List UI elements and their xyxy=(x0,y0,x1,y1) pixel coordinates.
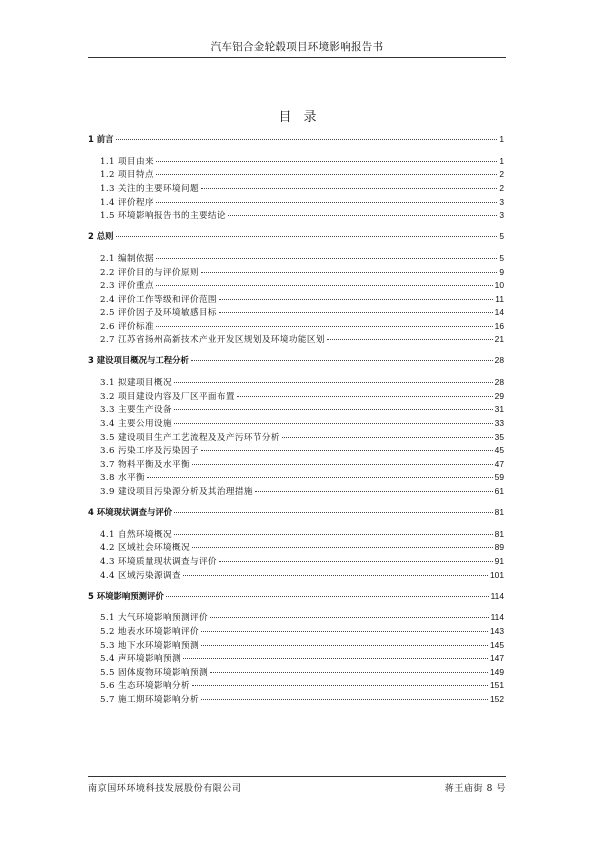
toc-entry-label: 4 环境现状调查与评价 xyxy=(88,506,173,517)
toc-page-number: 1 xyxy=(499,155,504,166)
toc-leader-dots xyxy=(210,617,489,618)
toc-section-entry[interactable] xyxy=(88,333,504,347)
toc-leader-dots xyxy=(183,658,488,659)
toc-page-number: 29 xyxy=(494,390,504,401)
toc-entry-label: 1.1 项目由来 xyxy=(100,156,154,167)
toc-section-entry[interactable] xyxy=(88,625,504,639)
toc-leader-dots xyxy=(282,437,493,438)
toc-chapter-entry[interactable] xyxy=(88,354,504,368)
toc-entry-label: 4.4 区域污染源调查 xyxy=(100,570,181,581)
toc-section-entry[interactable] xyxy=(88,209,504,223)
toc-leader-dots xyxy=(156,326,493,327)
toc-leader-dots xyxy=(237,396,493,397)
toc-page-number: 9 xyxy=(499,266,504,277)
toc-entry-label: 3 建设项目概况与工程分析 xyxy=(88,355,189,366)
toc-page-number: 28 xyxy=(494,355,504,366)
toc-leader-dots xyxy=(183,575,488,576)
toc-leader-dots xyxy=(219,561,493,562)
toc-section-entry[interactable] xyxy=(88,431,504,445)
toc-page-number: 47 xyxy=(494,458,504,469)
toc-entry-label: 1.4 评价程序 xyxy=(100,197,154,208)
toc-page-number: 28 xyxy=(494,377,504,388)
toc-entry-label: 3.1 拟建项目概况 xyxy=(100,378,172,389)
toc-section-entry[interactable] xyxy=(88,306,504,320)
toc-chapter-entry[interactable] xyxy=(88,133,504,147)
toc-page-number: 2 xyxy=(499,169,504,180)
toc-entry-label: 5.7 施工期环境影响分析 xyxy=(100,694,199,705)
toc-leader-dots xyxy=(174,423,493,424)
toc-leader-dots xyxy=(201,645,488,646)
toc-page-number: 149 xyxy=(490,666,504,677)
toc-page-number: 59 xyxy=(494,472,504,483)
toc-page-number: 151 xyxy=(490,680,504,691)
toc-entry-label: 2 总则 xyxy=(88,231,114,242)
toc-leader-dots xyxy=(156,285,493,286)
toc-section-entry[interactable] xyxy=(88,196,504,210)
toc-chapter-entry[interactable] xyxy=(88,506,504,520)
toc-section-entry[interactable] xyxy=(88,485,504,499)
toc-page-number: 89 xyxy=(494,542,504,553)
toc-entry-label: 5.4 声环境影响预测 xyxy=(100,654,181,665)
toc-entry-label: 5.5 固体废物环境影响预测 xyxy=(100,667,208,678)
toc-page-number: 31 xyxy=(494,404,504,415)
toc-entry-label: 3.4 主要公用设施 xyxy=(100,419,172,430)
toc-leader-dots xyxy=(192,464,493,465)
toc-section-entry[interactable] xyxy=(88,652,504,666)
toc-entry-label: 3.8 水平衡 xyxy=(100,473,145,484)
toc-page-number: 11 xyxy=(495,293,504,304)
toc-entry-label: 5.1 大气环境影响预测评价 xyxy=(100,613,208,624)
toc-page-number: 5 xyxy=(499,252,504,263)
toc-leader-dots xyxy=(255,491,493,492)
toc-leader-dots xyxy=(156,161,497,162)
toc-entry-label: 4.2 区域社会环境概况 xyxy=(100,543,190,554)
toc-entry-label: 2.2 评价目的与评价原则 xyxy=(100,267,199,278)
toc-leader-dots xyxy=(201,631,488,632)
toc-entry-label: 3.9 建设项目污染源分析及其治理措施 xyxy=(100,487,253,497)
toc-entry-label: 5.2 地表水环境影响评价 xyxy=(100,626,199,637)
toc-entry-label: 1.2 项目特点 xyxy=(100,170,154,181)
toc-section-entry[interactable] xyxy=(88,471,504,485)
toc-page-number: 81 xyxy=(494,528,504,539)
toc-section-entry[interactable] xyxy=(88,458,504,472)
toc-leader-dots xyxy=(174,382,493,383)
toc-section-entry[interactable] xyxy=(88,666,504,680)
header-rule xyxy=(88,57,506,58)
toc-section-entry[interactable] xyxy=(88,639,504,653)
toc-section-entry[interactable] xyxy=(88,679,504,693)
toc-leader-dots xyxy=(192,547,493,548)
toc-entry-label: 5.6 生态环境影响分析 xyxy=(100,681,190,692)
toc-page-number: 1 xyxy=(499,134,504,144)
toc-section-entry[interactable] xyxy=(88,417,504,431)
toc-leader-dots xyxy=(192,685,488,686)
toc-section-entry[interactable] xyxy=(88,444,504,458)
toc-entry-label: 3.5 建设项目生产工艺流程及及产污环节分析 xyxy=(100,432,280,443)
toc-section-entry[interactable] xyxy=(88,182,504,196)
toc-page-number: 3 xyxy=(499,210,504,221)
toc-page-number: 145 xyxy=(490,639,504,650)
toc-page-number: 33 xyxy=(494,418,504,429)
toc-entry-label: 2.3 评价重点 xyxy=(100,281,154,292)
toc-entry-label: 5.3 地下水环境影响预测 xyxy=(100,640,199,651)
toc-leader-dots xyxy=(201,188,497,189)
toc-section-entry[interactable] xyxy=(88,155,504,169)
toc-leader-dots xyxy=(327,339,493,340)
toc-entry-label: 3.6 污染工序及污染因子 xyxy=(100,446,199,457)
toc-section-entry[interactable] xyxy=(88,569,504,583)
toc-section-entry[interactable] xyxy=(88,279,504,293)
toc-page-number: 91 xyxy=(494,555,504,566)
toc-title: 目录 xyxy=(278,110,329,125)
toc-page-number: 35 xyxy=(494,431,504,442)
toc-section-entry[interactable] xyxy=(88,320,504,334)
toc-page-number: 21 xyxy=(494,334,504,345)
toc-leader-dots xyxy=(219,312,493,313)
toc-page-number: 101 xyxy=(490,569,504,580)
toc-section-entry[interactable] xyxy=(88,252,504,266)
table-of-contents xyxy=(88,133,504,706)
toc-section-entry[interactable] xyxy=(88,168,504,182)
toc-entry-label: 2.1 编制依据 xyxy=(100,253,154,264)
toc-leader-dots xyxy=(156,202,497,203)
toc-leader-dots xyxy=(191,360,493,361)
footer-address: 蒋王庙街 8 号 xyxy=(444,784,506,794)
toc-leader-dots xyxy=(201,272,497,273)
footer-company: 南京国环环境科技发展股份有限公司 xyxy=(88,784,242,794)
toc-entry-label: 2.4 评价工作等级和评价范围 xyxy=(100,294,217,305)
footer-rule xyxy=(88,776,506,777)
toc-leader-dots xyxy=(156,174,497,175)
toc-leader-dots xyxy=(174,512,493,513)
page-header: 汽车铝合金轮毂项目环境影响报告书 xyxy=(210,41,384,53)
toc-entry-label: 1 前言 xyxy=(88,134,114,144)
toc-entry-label: 2.7 江苏省扬州高新技术产业开发区规划及环境功能区划 xyxy=(100,335,325,346)
toc-entry-label: 2.6 评价标准 xyxy=(100,321,154,332)
toc-leader-dots xyxy=(210,672,488,673)
toc-leader-dots xyxy=(201,450,493,451)
toc-page-number: 16 xyxy=(494,320,504,331)
toc-page-number: 45 xyxy=(494,445,504,456)
toc-entry-label: 3.7 物料平衡及水平衡 xyxy=(100,459,190,470)
toc-leader-dots xyxy=(166,596,489,597)
toc-entry-label: 3.3 主要生产设备 xyxy=(100,405,172,416)
toc-page-number: 81 xyxy=(494,506,504,517)
toc-page-number: 2 xyxy=(499,182,504,193)
toc-leader-dots xyxy=(116,139,498,140)
toc-leader-dots xyxy=(174,409,493,410)
toc-entry-label: 2.5 评价因子及环境敏感目标 xyxy=(100,308,217,319)
toc-page-number: 114 xyxy=(490,590,504,601)
toc-chapter-entry[interactable] xyxy=(88,230,504,244)
toc-leader-dots xyxy=(228,215,497,216)
toc-entry-label: 4.1 自然环境概况 xyxy=(100,529,172,540)
toc-section-entry[interactable] xyxy=(88,693,504,707)
toc-section-entry[interactable] xyxy=(88,611,504,625)
toc-page-number: 61 xyxy=(494,486,504,496)
toc-section-entry[interactable] xyxy=(88,528,504,542)
toc-entry-label: 1.5 环境影响报告书的主要结论 xyxy=(100,211,226,222)
toc-leader-dots xyxy=(156,258,497,259)
toc-leader-dots xyxy=(116,236,498,237)
toc-entry-label: 5 环境影响预测评价 xyxy=(88,590,164,601)
toc-leader-dots xyxy=(147,477,493,478)
toc-section-entry[interactable] xyxy=(88,555,504,569)
toc-page-number: 114 xyxy=(490,612,504,623)
toc-page-number: 5 xyxy=(499,231,504,242)
toc-section-entry[interactable] xyxy=(88,376,504,390)
toc-chapter-entry[interactable] xyxy=(88,590,504,604)
toc-section-entry[interactable] xyxy=(88,541,504,555)
toc-entry-label: 3.2 项目建设内容及厂区平面布置 xyxy=(100,391,235,402)
toc-leader-dots xyxy=(201,699,488,700)
toc-section-entry[interactable] xyxy=(88,403,504,417)
toc-section-entry[interactable] xyxy=(88,390,504,404)
toc-page-number: 14 xyxy=(494,307,504,318)
toc-entry-label: 1.3 关注的主要环境问题 xyxy=(100,183,199,194)
toc-page-number: 3 xyxy=(499,196,504,207)
toc-page-number: 152 xyxy=(490,693,504,704)
toc-leader-dots xyxy=(174,534,493,535)
toc-section-entry[interactable] xyxy=(88,293,504,307)
toc-page-number: 10 xyxy=(494,280,504,291)
toc-page-number: 143 xyxy=(490,625,504,636)
toc-page-number: 147 xyxy=(490,653,504,664)
toc-entry-label: 4.3 环境质量现状调查与评价 xyxy=(100,556,217,567)
toc-section-entry[interactable] xyxy=(88,266,504,280)
toc-leader-dots xyxy=(219,299,493,300)
